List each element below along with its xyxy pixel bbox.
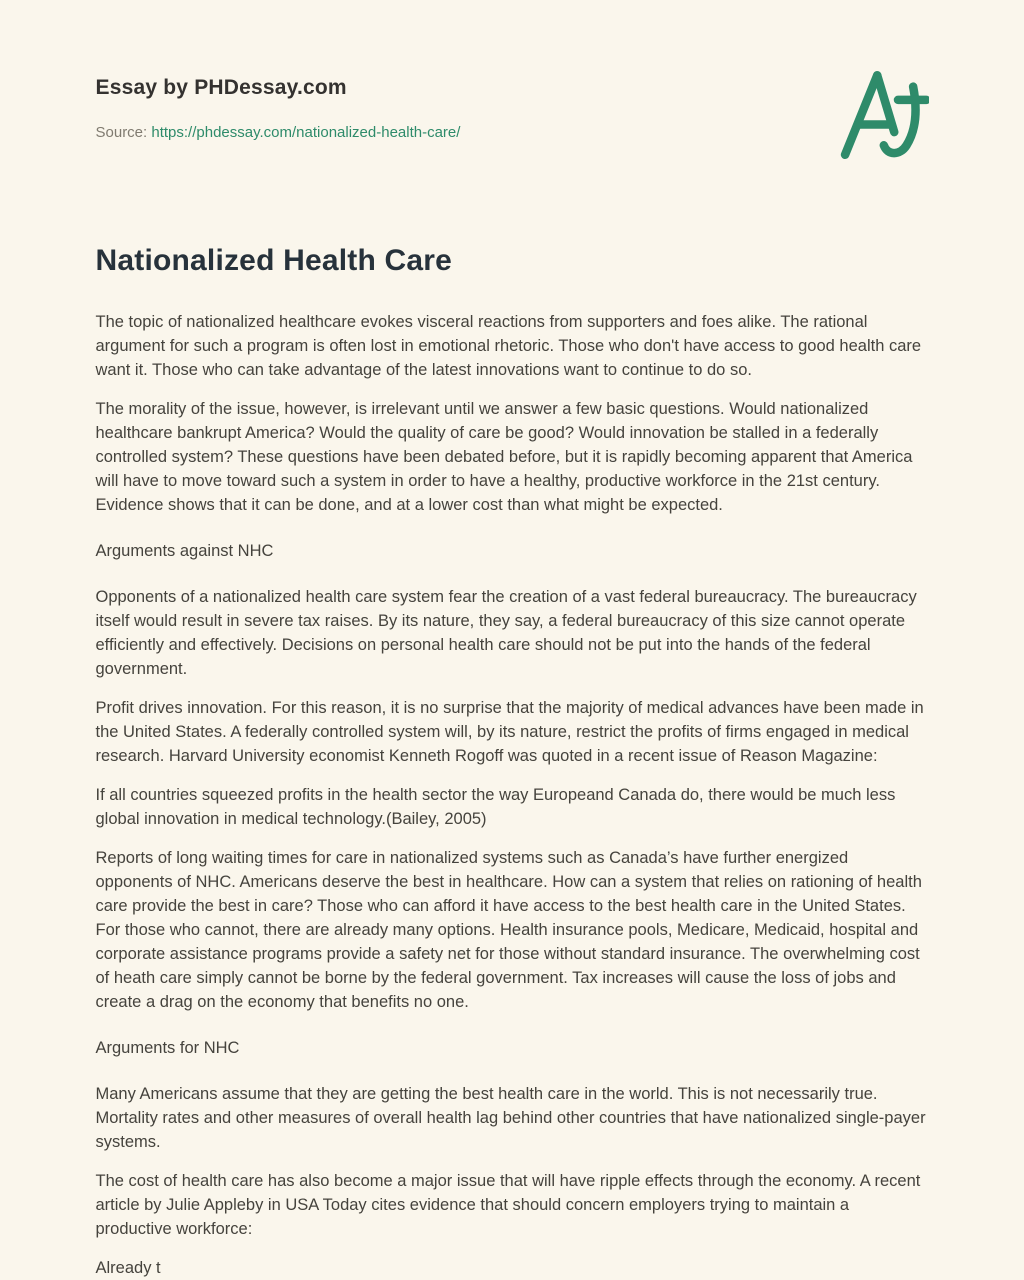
- header-text-block: [96, 76, 461, 141]
- essay-paragraph: Opponents of a nationalized health care system fear the creation of a vast federal bureaucracy. The bureaucracy itself would result in severe tax raises. By its nature, they say, a federal bureaucracy of this size cannot operate efficiently and effectively. Decisions on personal health care should not be put into the hands of the federal government.: [95, 588, 917, 678]
- phdessay-logo-icon: [833, 64, 929, 168]
- essay-paragraph: Profit drives innovation. For this reason, it is no surprise that the majority of medical advances have been made in the United States. A federally controlled system will, by its nature, restrict the profits of firms engaged in medical research. Harvard University economist Kenneth Rogoff was quoted in a recent issue of Reason Magazine:: [95, 699, 924, 765]
- source-link[interactable]: https://phdessay.com/nationalized-health-care/: [151, 124, 461, 141]
- section-heading: Arguments against NHC: [95, 542, 274, 560]
- essay-paragraph-truncated: Already t: [95, 1259, 161, 1277]
- source-line: [96, 124, 461, 141]
- essay-paragraph: The topic of nationalized healthcare evokes visceral reactions from supporters and foes alike. The rational argument for such a program is often lost in emotional rhetoric. Those who don't have access to good health care want it. Those who can take advantage of the latest innovations want to continue to do so.: [95, 313, 922, 379]
- essay-byline: Essay by PHDessay.com: [95, 76, 347, 99]
- essay-paragraph: Reports of long waiting times for care in nationalized systems such as Canada’s have further energized opponents of NHC. Americans deserve the best in healthcare. How can a system that relies on rationing of health care provide the best in care? Those who can afford it have access to the best health care in the United States. For those who cannot, there are already many options. Health insurance pools, Medicare, Medicaid, hospital and corporate assistance programs provide a safety net for those without standard insurance. The overwhelming cost of heath care simply cannot be borne by the federal government. Tax increases will cause the loss of jobs and create a drag on the economy that benefits no one.: [95, 849, 922, 1011]
- essay-paragraph: Many Americans assume that they are getting the best health care in the world. This is not necessarily true. Mortality rates and other measures of overall health lag behind other countries that have nationalized single-payer systems.: [95, 1085, 926, 1151]
- page-header: [96, 76, 929, 168]
- essay-quote-paragraph: If all countries squeezed profits in the health sector the way Europeand Canada do, there would be much less global innovation in medical technology.(Bailey, 2005): [95, 786, 896, 828]
- essay-page: [96, 0, 929, 1280]
- source-label: Source:: [95, 124, 148, 141]
- section-heading: Arguments for NHC: [95, 1039, 240, 1057]
- essay-title: Nationalized Health Care: [95, 244, 453, 277]
- essay-paragraph: The morality of the issue, however, is irrelevant until we answer a few basic questions. Would nationalized healthcare bankrupt America? Would the quality of care be good? Would innovation be stalled in a federally controlled system? These questions have been debated before, but it is rapidly becoming apparent that America will have to move toward such a system in order to have a healthy, productive workforce in the 21st century. Evidence shows that it can be done, and at a lower cost than what might be expected.: [95, 400, 913, 514]
- essay-content: [96, 310, 929, 1280]
- essay-paragraph: The cost of health care has also become a major issue that will have ripple effects through the economy. A recent article by Julie Appleby in USA Today cites evidence that should concern employers trying to maintain a productive workforce:: [95, 1172, 921, 1238]
